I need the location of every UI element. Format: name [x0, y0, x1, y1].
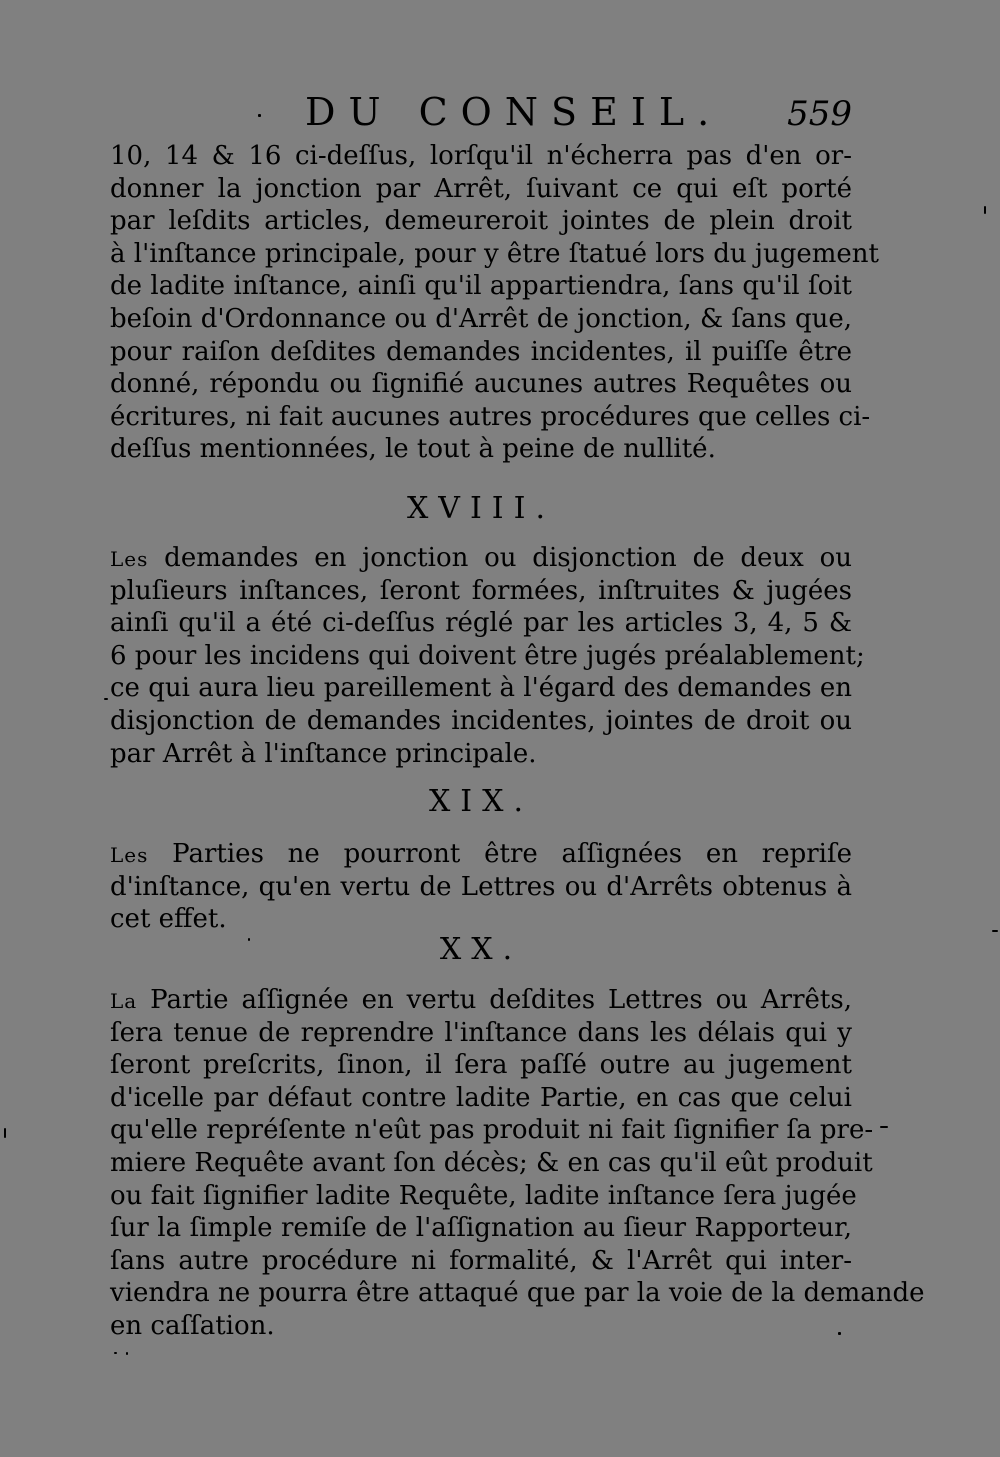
- running-head: [110, 88, 852, 136]
- text-line: ſans autre procédure ni formalité, & l'Arrêt qui inter-: [110, 1245, 852, 1276]
- article-20-body: [110, 984, 925, 1343]
- scan-speck: [880, 1126, 888, 1128]
- text-line: deſſus mentionnées, le tout à peine de nullité.: [110, 434, 716, 465]
- page-number: 559: [787, 94, 852, 134]
- text-line: ſeront preſcrits, ſinon, il ſera paſſé outre au jugement: [110, 1050, 852, 1081]
- paragraph-continued: [110, 140, 879, 466]
- article-19-body: [110, 838, 852, 936]
- text-line: ce qui aura lieu pareillement à l'égard des demandes en: [110, 673, 852, 704]
- text-line: par Arrêt à l'inſtance principale.: [110, 738, 537, 769]
- initial-word: Les: [110, 843, 149, 867]
- text-line: d'icelle par défaut contre ladite Partie, en cas que celui: [110, 1082, 852, 1113]
- text-line: 6 pour les incidens qui doivent être jugés préalablement;: [110, 640, 865, 671]
- text-line: [110, 542, 852, 575]
- text-line: qu'elle repréſente n'eût pas produit ni fait ſignifier ſa pre-: [110, 1115, 874, 1146]
- scan-speck: [114, 1352, 117, 1354]
- text-line: en caſſation.: [110, 1310, 275, 1341]
- text-line: ainſi qu'il a été ci-deſſus réglé par les articles 3, 4, 5 &: [110, 608, 852, 639]
- scan-speck: [258, 114, 261, 117]
- text-line: beſoin d'Ordonnance ou d'Arrêt de jonction, & ſans que,: [110, 303, 852, 334]
- scan-speck: [248, 938, 250, 941]
- text-line: disjonction de demandes incidentes, jointes de droit ou: [110, 705, 852, 736]
- article-heading-18: XVIII.: [406, 491, 556, 526]
- text-line: ſera tenue de reprendre l'inſtance dans les délais qui y: [110, 1017, 852, 1048]
- scan-speck: [104, 698, 108, 700]
- line-text: demandes en jonction ou disjonction de deux ou: [148, 543, 852, 573]
- text-line: cet effet.: [110, 904, 227, 935]
- scan-speck: [838, 1332, 841, 1335]
- text-line: d'inſtance, qu'en vertu de Lettres ou d'Arrêts obtenus à: [110, 871, 852, 902]
- initial-word: La: [110, 989, 138, 1013]
- text-line: par leſdits articles, demeureroit jointes de plein droit: [110, 206, 852, 237]
- text-line: ou fait ſignifier ladite Requête, ladite inſtance ſera jugée: [110, 1180, 857, 1211]
- text-line: viendra ne pourra être attaqué que par la voie de la demande: [110, 1278, 925, 1309]
- text-line: donner la jonction par Arrêt, ſuivant ce qui eſt porté: [110, 173, 852, 204]
- text-line: de ladite inſtance, ainſi qu'il appartiendra, ſans qu'il ſoit: [110, 271, 852, 302]
- line-text: Parties ne pourront être aſſignées en repriſe: [148, 839, 852, 869]
- scan-speck: [984, 206, 986, 214]
- article-heading-19: XIX.: [428, 784, 534, 819]
- article-heading-20: XX.: [439, 932, 523, 967]
- article-18-body: [110, 542, 865, 770]
- scan-speck: [992, 930, 998, 932]
- text-line: [110, 838, 852, 871]
- text-line: miere Requête avant ſon décès; & en cas qu'il eût produit: [110, 1147, 873, 1178]
- text-line: 10, 14 & 16 ci-deſſus, lorſqu'il n'écherra pas d'en or-: [110, 141, 852, 171]
- line-text: Partie aſſignée en vertu deſdites Lettres ou Arrêts,: [137, 985, 852, 1015]
- text-line: ſur la ſimple remiſe de l'aſſignation au ſieur Rapporteur,: [110, 1213, 852, 1244]
- text-line: à l'inſtance principale, pour y être ſtatué lors du jugement: [110, 238, 879, 269]
- text-line: donné, répondu ou ſignifié aucunes autres Requêtes ou: [110, 369, 852, 400]
- text-line: pluſieurs inſtances, ſeront formées, inſtruites & jugées: [110, 575, 852, 606]
- running-title: DU CONSEIL.: [305, 90, 723, 134]
- text-line: [110, 984, 852, 1017]
- initial-word: Les: [110, 547, 149, 571]
- text-line: écritures, ni fait aucunes autres procédures que celles ci-: [110, 401, 871, 432]
- scan-speck: [4, 1128, 6, 1138]
- scan-speck: [126, 1352, 128, 1355]
- text-line: pour raiſon deſdites demandes incidentes, il puiſſe être: [110, 336, 852, 367]
